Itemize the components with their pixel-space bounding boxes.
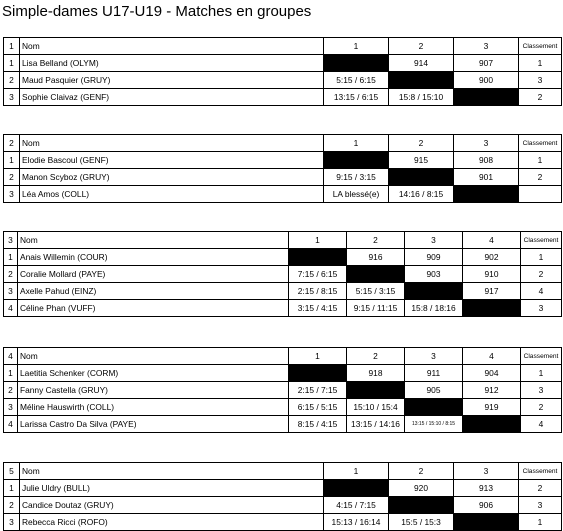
player-index: 1 [4, 365, 18, 382]
player-name: Elodie Bascoul (GENF) [20, 152, 324, 169]
match-result: 2:15 / 7:15 [289, 382, 347, 399]
player-name: Candice Doutaz (GRUY) [20, 497, 324, 514]
self-match-cell [324, 480, 389, 497]
player-name: Léa Amos (COLL) [20, 186, 324, 203]
player-name: Larissa Castro Da Silva (PAYE) [18, 416, 289, 433]
player-index: 2 [4, 169, 20, 186]
match-result: 918 [347, 365, 405, 382]
group-number: 4 [4, 348, 18, 365]
player-rank: 1 [521, 365, 562, 382]
group-header-row [4, 463, 562, 480]
group-table-5 [3, 462, 562, 531]
match-result: 3:15 / 4:15 [289, 300, 347, 317]
group-header-row [4, 135, 562, 152]
player-index: 2 [4, 497, 20, 514]
player-row [4, 382, 562, 399]
match-result: 15:5 / 15:3 [389, 514, 454, 531]
self-match-cell [389, 169, 454, 186]
player-rank: 2 [519, 169, 562, 186]
match-result: 907 [454, 55, 519, 72]
player-index: 1 [4, 152, 20, 169]
match-result: 15:13 / 16:14 [324, 514, 389, 531]
column-header: 1 [324, 135, 389, 152]
column-header: 2 [389, 38, 454, 55]
self-match-cell [289, 249, 347, 266]
self-match-cell [347, 266, 405, 283]
player-name: Céline Phan (VUFF) [18, 300, 289, 317]
rank-header: Classement [521, 232, 562, 249]
match-result: 5:15 / 6:15 [324, 72, 389, 89]
player-row [4, 169, 562, 186]
name-header: Nom [18, 348, 289, 365]
self-match-cell [405, 399, 463, 416]
self-match-cell [347, 382, 405, 399]
player-index: 1 [4, 249, 18, 266]
rank-header: Classement [519, 135, 562, 152]
match-result: 14:16 / 8:15 [389, 186, 454, 203]
match-result: 902 [463, 249, 521, 266]
match-result: 9:15 / 3:15 [324, 169, 389, 186]
column-header: 1 [289, 232, 347, 249]
player-index: 4 [4, 416, 18, 433]
group-table-4 [3, 347, 562, 433]
column-header: 2 [347, 348, 405, 365]
player-rank: 4 [521, 416, 562, 433]
player-row [4, 480, 562, 497]
player-rank: 2 [521, 399, 562, 416]
match-result: 906 [454, 497, 519, 514]
rank-header: Classement [519, 38, 562, 55]
player-rank: 1 [521, 249, 562, 266]
match-result: 909 [405, 249, 463, 266]
player-rank: 2 [519, 480, 562, 497]
player-rank: 3 [521, 382, 562, 399]
match-result: 913 [454, 480, 519, 497]
name-header: Nom [20, 38, 324, 55]
group-number: 2 [4, 135, 20, 152]
self-match-cell [389, 497, 454, 514]
column-header: 1 [289, 348, 347, 365]
group-header-row [4, 348, 562, 365]
player-index: 3 [4, 89, 20, 106]
player-rank: 1 [519, 55, 562, 72]
match-result: 13:15 / 6:15 [324, 89, 389, 106]
match-result: 4:15 / 7:15 [324, 497, 389, 514]
player-row [4, 72, 562, 89]
player-index: 1 [4, 480, 20, 497]
player-index: 3 [4, 283, 18, 300]
column-header: 3 [454, 135, 519, 152]
column-header: 2 [389, 135, 454, 152]
rank-header: Classement [519, 463, 562, 480]
self-match-cell [389, 72, 454, 89]
player-name: Lisa Belland (OLYM) [20, 55, 324, 72]
player-index: 3 [4, 514, 20, 531]
player-rank [519, 186, 562, 203]
match-result: 6:15 / 5:15 [289, 399, 347, 416]
column-header: 2 [347, 232, 405, 249]
player-rank: 2 [519, 89, 562, 106]
group-number: 5 [4, 463, 20, 480]
group-header-row [4, 38, 562, 55]
player-name: Méline Hauswirth (COLL) [18, 399, 289, 416]
self-match-cell [324, 55, 389, 72]
player-row [4, 300, 562, 317]
match-result: 910 [463, 266, 521, 283]
match-result: 915 [389, 152, 454, 169]
self-match-cell [463, 300, 521, 317]
match-result: 9:15 / 11:15 [347, 300, 405, 317]
player-name: Axelle Pahud (EINZ) [18, 283, 289, 300]
player-index: 4 [4, 300, 18, 317]
group-number: 3 [4, 232, 18, 249]
group-header-row [4, 232, 562, 249]
player-rank: 3 [521, 300, 562, 317]
player-row [4, 514, 562, 531]
match-result: 900 [454, 72, 519, 89]
self-match-cell [454, 186, 519, 203]
match-result: 914 [389, 55, 454, 72]
player-name: Fanny Castella (GRUY) [18, 382, 289, 399]
player-index: 3 [4, 399, 18, 416]
player-row [4, 283, 562, 300]
self-match-cell [454, 89, 519, 106]
player-name: Maud Pasquier (GRUY) [20, 72, 324, 89]
page-title: Simple-dames U17-U19 - Matches en groupes [2, 3, 312, 20]
match-result: 15:8 / 18:16 [405, 300, 463, 317]
name-header: Nom [20, 135, 324, 152]
match-result: 904 [463, 365, 521, 382]
match-result: 917 [463, 283, 521, 300]
player-index: 2 [4, 72, 20, 89]
column-header: 3 [405, 232, 463, 249]
match-result: 916 [347, 249, 405, 266]
group-table-2 [3, 134, 562, 203]
column-header: 3 [454, 463, 519, 480]
name-header: Nom [18, 232, 289, 249]
self-match-cell [289, 365, 347, 382]
player-index: 2 [4, 266, 18, 283]
match-result: 901 [454, 169, 519, 186]
player-rank: 3 [519, 72, 562, 89]
player-row [4, 416, 562, 433]
match-result: 5:15 / 3:15 [347, 283, 405, 300]
group-table-3 [3, 231, 562, 317]
player-name: Julie Uldry (BULL) [20, 480, 324, 497]
player-index: 3 [4, 186, 20, 203]
column-header: 3 [405, 348, 463, 365]
player-name: Rebecca Ricci (ROFO) [20, 514, 324, 531]
column-header: 3 [454, 38, 519, 55]
player-row [4, 186, 562, 203]
player-rank: 2 [521, 266, 562, 283]
player-name: Laetitia Schenker (CORM) [18, 365, 289, 382]
group-number: 1 [4, 38, 20, 55]
match-result: 905 [405, 382, 463, 399]
match-result: 920 [389, 480, 454, 497]
column-header: 2 [389, 463, 454, 480]
match-result: 2:15 / 8:15 [289, 283, 347, 300]
player-row [4, 266, 562, 283]
self-match-cell [405, 283, 463, 300]
player-name: Anais Willemin (COUR) [18, 249, 289, 266]
match-result: 7:15 / 6:15 [289, 266, 347, 283]
name-header: Nom [20, 463, 324, 480]
player-row [4, 365, 562, 382]
player-name: Coralie Mollard (PAYE) [18, 266, 289, 283]
match-result: 908 [454, 152, 519, 169]
match-result: 13:15 / 15:10 / 8:15 [405, 416, 463, 433]
player-index: 2 [4, 382, 18, 399]
player-index: 1 [4, 55, 20, 72]
player-row [4, 497, 562, 514]
player-name: Manon Scyboz (GRUY) [20, 169, 324, 186]
player-rank: 1 [519, 514, 562, 531]
match-result: 919 [463, 399, 521, 416]
match-result: 15:8 / 15:10 [389, 89, 454, 106]
player-row [4, 399, 562, 416]
player-rank: 1 [519, 152, 562, 169]
match-result: 912 [463, 382, 521, 399]
player-row [4, 55, 562, 72]
group-table-1 [3, 37, 562, 106]
self-match-cell [454, 514, 519, 531]
column-header: 4 [463, 348, 521, 365]
self-match-cell [463, 416, 521, 433]
match-result: 8:15 / 4:15 [289, 416, 347, 433]
player-rank: 3 [519, 497, 562, 514]
match-result: 13:15 / 14:16 [347, 416, 405, 433]
match-result: 911 [405, 365, 463, 382]
player-row [4, 89, 562, 106]
player-name: Sophie Claivaz (GENF) [20, 89, 324, 106]
column-header: 1 [324, 38, 389, 55]
match-result: 903 [405, 266, 463, 283]
player-rank: 4 [521, 283, 562, 300]
player-row [4, 249, 562, 266]
self-match-cell [324, 152, 389, 169]
player-row [4, 152, 562, 169]
rank-header: Classement [521, 348, 562, 365]
column-header: 4 [463, 232, 521, 249]
match-result: 15:10 / 15:4 [347, 399, 405, 416]
match-result: LA blessé(e) [324, 186, 389, 203]
column-header: 1 [324, 463, 389, 480]
